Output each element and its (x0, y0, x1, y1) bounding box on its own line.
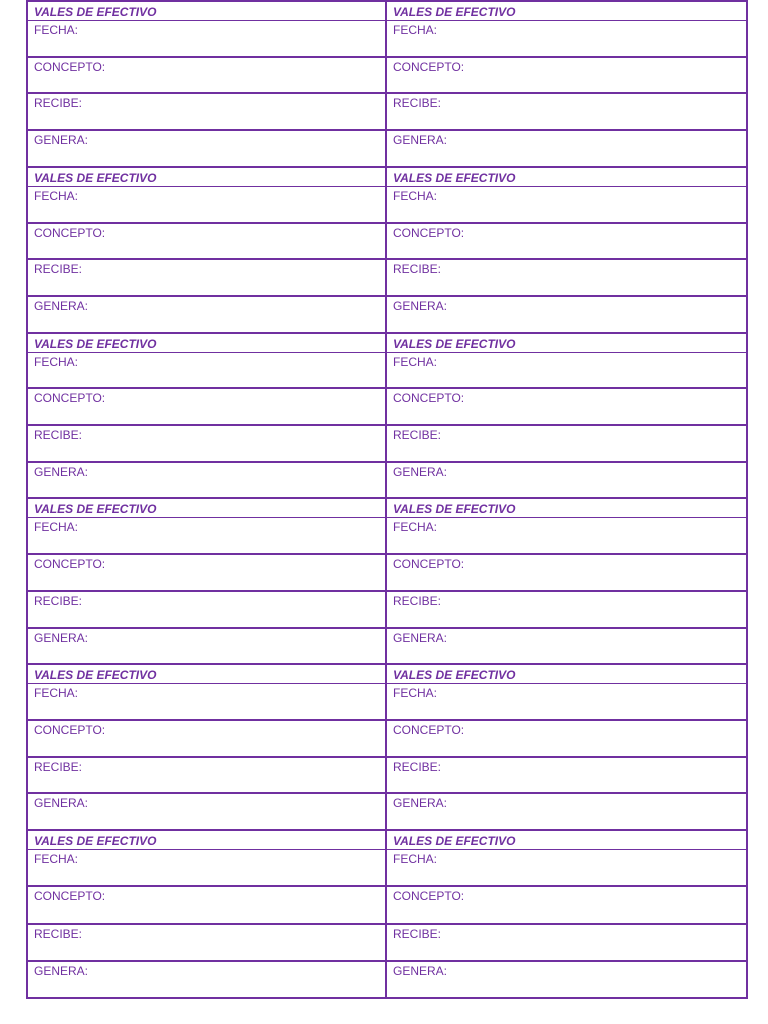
issuer-field[interactable]: GENERA: (393, 298, 448, 313)
issuer-field[interactable]: GENERA: (34, 963, 89, 978)
concept-field[interactable]: CONCEPTO: (387, 887, 746, 924)
voucher-title: VALES DE EFECTIVO (28, 499, 385, 518)
voucher-card (28, 334, 387, 500)
vouchers-sheet (26, 0, 748, 999)
voucher-card (387, 665, 746, 831)
date-field[interactable]: FECHA: (28, 21, 385, 58)
voucher-title: VALES DE EFECTIVO (28, 168, 385, 187)
voucher-card (28, 168, 387, 334)
issuer-field[interactable]: GENERA: (34, 796, 89, 811)
voucher-card (387, 334, 746, 500)
date-field[interactable]: FECHA: (28, 518, 385, 555)
date-field[interactable]: FECHA: (28, 187, 385, 224)
receiver-field[interactable]: RECIBE: (387, 426, 746, 463)
voucher-title: VALES DE EFECTIVO (28, 665, 385, 684)
receiver-field[interactable]: RECIBE: (28, 925, 385, 962)
issuer-field[interactable]: GENERA: (393, 464, 448, 479)
voucher-card (387, 831, 746, 997)
concept-field[interactable]: CONCEPTO: (387, 224, 746, 261)
voucher-title: VALES DE EFECTIVO (387, 334, 746, 353)
receiver-field[interactable]: RECIBE: (387, 758, 746, 795)
concept-field[interactable]: CONCEPTO: (387, 389, 746, 426)
date-field[interactable]: FECHA: (387, 518, 746, 555)
issuer-field[interactable]: GENERA: (34, 464, 89, 479)
voucher-card (387, 499, 746, 665)
receiver-field[interactable]: RECIBE: (28, 592, 385, 629)
issuer-field[interactable]: GENERA: (393, 630, 448, 645)
date-field[interactable]: FECHA: (28, 684, 385, 721)
receiver-field[interactable]: RECIBE: (28, 426, 385, 463)
receiver-field[interactable]: RECIBE: (387, 94, 746, 131)
voucher-title: VALES DE EFECTIVO (28, 831, 385, 850)
voucher-title: VALES DE EFECTIVO (387, 2, 746, 21)
issuer-field[interactable]: GENERA: (393, 133, 448, 148)
date-field[interactable]: FECHA: (387, 684, 746, 721)
concept-field[interactable]: CONCEPTO: (387, 58, 746, 95)
receiver-field[interactable]: RECIBE: (387, 260, 746, 297)
date-field[interactable]: FECHA: (387, 187, 746, 224)
voucher-card (28, 665, 387, 831)
voucher-card (28, 831, 387, 997)
voucher-card (387, 2, 746, 168)
concept-field[interactable]: CONCEPTO: (28, 224, 385, 261)
voucher-card (387, 168, 746, 334)
voucher-title: VALES DE EFECTIVO (28, 2, 385, 21)
issuer-field[interactable]: GENERA: (34, 630, 89, 645)
concept-field[interactable]: CONCEPTO: (387, 555, 746, 592)
date-field[interactable]: FECHA: (28, 353, 385, 390)
issuer-field[interactable]: GENERA: (34, 133, 89, 148)
voucher-title: VALES DE EFECTIVO (387, 168, 746, 187)
issuer-field[interactable]: GENERA: (34, 298, 89, 313)
voucher-title: VALES DE EFECTIVO (387, 831, 746, 850)
voucher-title: VALES DE EFECTIVO (28, 334, 385, 353)
voucher-card (28, 2, 387, 168)
concept-field[interactable]: CONCEPTO: (28, 58, 385, 95)
receiver-field[interactable]: RECIBE: (387, 592, 746, 629)
concept-field[interactable]: CONCEPTO: (28, 721, 385, 758)
voucher-card (28, 499, 387, 665)
issuer-field[interactable]: GENERA: (393, 796, 448, 811)
voucher-title: VALES DE EFECTIVO (387, 499, 746, 518)
concept-field[interactable]: CONCEPTO: (28, 555, 385, 592)
concept-field[interactable]: CONCEPTO: (28, 887, 385, 924)
voucher-title: VALES DE EFECTIVO (387, 665, 746, 684)
receiver-field[interactable]: RECIBE: (28, 260, 385, 297)
concept-field[interactable]: CONCEPTO: (28, 389, 385, 426)
date-field[interactable]: FECHA: (387, 353, 746, 390)
receiver-field[interactable]: RECIBE: (28, 758, 385, 795)
date-field[interactable]: FECHA: (28, 850, 385, 887)
receiver-field[interactable]: RECIBE: (387, 925, 746, 962)
issuer-field[interactable]: GENERA: (393, 963, 448, 978)
receiver-field[interactable]: RECIBE: (28, 94, 385, 131)
date-field[interactable]: FECHA: (387, 21, 746, 58)
concept-field[interactable]: CONCEPTO: (387, 721, 746, 758)
date-field[interactable]: FECHA: (387, 850, 746, 887)
